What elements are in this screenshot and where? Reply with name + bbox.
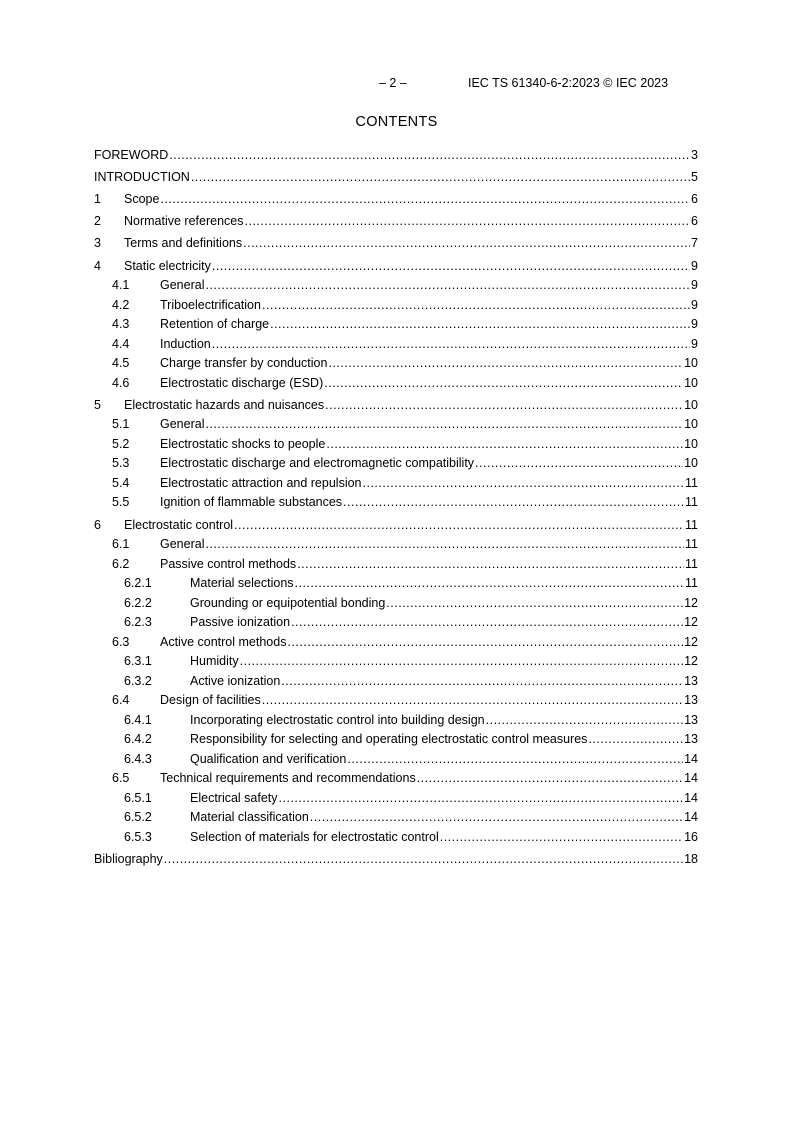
toc-entry[interactable]	[94, 354, 698, 374]
toc-entry[interactable]	[94, 396, 698, 416]
toc-entry-title: General	[160, 417, 205, 432]
toc-dot-leader	[328, 354, 683, 374]
toc-entry[interactable]	[94, 474, 698, 494]
toc-dot-leader	[262, 296, 690, 316]
toc-dot-leader	[324, 374, 683, 394]
toc-entry-title: Electrostatic hazards and nuisances	[124, 397, 325, 412]
toc-entry-page-number: 11	[685, 576, 698, 590]
toc-entry[interactable]	[94, 234, 698, 254]
toc-entry-page-number: 7	[691, 236, 698, 251]
toc-entry-number: 5.3	[112, 456, 130, 471]
toc-dot-leader	[326, 435, 683, 455]
toc-dot-leader	[475, 454, 683, 474]
toc-entry-number: 6.1	[112, 537, 130, 551]
toc-dot-leader	[205, 535, 684, 555]
toc-entry-page-number: 11	[685, 495, 698, 510]
toc-entry-page-number: 13	[684, 732, 698, 746]
toc-entry[interactable]	[94, 435, 698, 455]
toc-entry-number: 6.5.2	[124, 810, 152, 824]
toc-entry-number: 6.5.3	[124, 829, 152, 844]
toc-entry[interactable]	[94, 691, 698, 711]
toc-entry[interactable]	[94, 730, 698, 750]
toc-entry-title: Technical requirements and recommendations	[160, 771, 416, 785]
toc-entry[interactable]	[94, 613, 698, 633]
toc-dot-leader	[297, 555, 684, 575]
toc-entry-number: 6.4.2	[124, 732, 152, 746]
toc-entry[interactable]	[94, 652, 698, 672]
toc-dot-leader	[270, 315, 690, 335]
toc-entry-page-number: 18	[684, 851, 698, 866]
toc-entry-title: Passive control methods	[160, 556, 297, 571]
toc-dot-leader	[310, 808, 683, 828]
toc-dot-leader	[287, 633, 683, 653]
toc-entry-title: General	[160, 278, 205, 293]
toc-entry-title: Qualification and verification	[190, 751, 347, 766]
toc-entry-number: 5.1	[112, 417, 130, 432]
toc-entry-title: Electrostatic shocks to people	[160, 436, 326, 451]
toc-entry-title: Bibliography	[94, 851, 163, 866]
toc-entry[interactable]	[94, 850, 698, 870]
toc-entry-page-number: 10	[684, 356, 698, 371]
toc-dot-leader	[363, 474, 685, 494]
toc-dot-leader	[160, 190, 690, 210]
toc-dot-leader	[295, 574, 685, 594]
toc-entry-number: 6.2	[112, 556, 130, 571]
toc-entry[interactable]	[94, 168, 698, 188]
toc-dot-leader	[325, 396, 683, 416]
toc-dot-leader	[281, 672, 683, 692]
toc-entry-number: 6.2.1	[124, 576, 152, 590]
toc-entry-page-number: 3	[691, 147, 698, 162]
toc-entry-title: Electrostatic attraction and repulsion	[160, 475, 362, 490]
toc-entry-number: 6.3.2	[124, 673, 152, 688]
toc-entry-page-number: 10	[684, 417, 698, 432]
toc-dot-leader	[234, 516, 684, 536]
toc-entry[interactable]	[94, 493, 698, 513]
toc-entry-page-number: 12	[684, 634, 698, 649]
toc-entry-title: Material selections	[190, 576, 294, 590]
toc-entry[interactable]	[94, 808, 698, 828]
toc-entry-number: 4.3	[112, 317, 130, 332]
toc-dot-leader	[386, 594, 683, 614]
toc-dot-leader	[262, 691, 683, 711]
toc-entry-title: General	[160, 537, 205, 551]
toc-entry-page-number: 12	[684, 615, 698, 629]
toc-entry-title: Active control methods	[160, 634, 287, 649]
toc-entry-page-number: 11	[685, 537, 698, 551]
toc-entry-page-number: 9	[691, 336, 698, 351]
toc-entry-number: 3	[94, 236, 101, 251]
toc-entry-title: Active ionization	[190, 673, 281, 688]
toc-entry-number: 6.4.3	[124, 751, 152, 766]
toc-entry-number: 6.4	[112, 693, 130, 707]
toc-entry-page-number: 14	[684, 790, 698, 805]
toc-entry[interactable]	[94, 296, 698, 316]
toc-entry-page-number: 6	[691, 214, 698, 229]
toc-entry-page-number: 11	[685, 475, 698, 490]
toc-entry[interactable]	[94, 574, 698, 594]
toc-entry-page-number: 9	[691, 258, 698, 273]
toc-entry-title: Normative references	[124, 214, 244, 229]
document-id-header: IEC TS 61340-6-2:2023 © IEC 2023	[468, 76, 669, 90]
toc-entry-number: 4	[94, 258, 101, 273]
toc-dot-leader	[279, 789, 684, 809]
toc-entry-page-number: 11	[685, 556, 698, 571]
toc-entry-number: 6	[94, 517, 101, 532]
toc-entry-number: 4.1	[112, 278, 130, 293]
toc-entry-page-number: 12	[684, 654, 698, 668]
toc-entry[interactable]	[94, 146, 698, 166]
toc-entry[interactable]	[94, 711, 698, 731]
toc-entry-page-number: 9	[691, 317, 698, 332]
toc-entry-title: Design of facilities	[160, 693, 261, 707]
toc-entry-page-number: 16	[684, 829, 698, 844]
toc-entry-page-number: 14	[684, 771, 698, 785]
toc-entry-number: 6.2.3	[124, 615, 152, 629]
toc-entry-title: Ignition of flammable substances	[160, 495, 343, 510]
toc-entry-title: Material classification	[190, 810, 309, 824]
toc-entry-number: 6.5.1	[124, 790, 152, 805]
toc-entry-number: 6.3.1	[124, 654, 152, 668]
toc-entry-page-number: 9	[691, 278, 698, 293]
toc-entry-page-number: 10	[684, 436, 698, 451]
toc-entry-title: Grounding or equipotential bonding	[190, 595, 386, 610]
toc-entry[interactable]	[94, 633, 698, 653]
toc-entry-title: Scope	[124, 192, 160, 207]
toc-entry[interactable]	[94, 212, 698, 232]
toc-entry-page-number: 12	[684, 595, 698, 610]
toc-entry-title: Terms and definitions	[124, 236, 243, 251]
toc-entry-number: 6.3	[112, 634, 130, 649]
toc-entry-page-number: 10	[684, 397, 698, 412]
toc-entry-page-number: 13	[684, 673, 698, 688]
toc-entry-page-number: 14	[684, 810, 698, 824]
toc-entry[interactable]	[94, 750, 698, 770]
toc-dot-leader	[347, 750, 683, 770]
toc-dot-leader	[440, 828, 683, 848]
toc-dot-leader	[417, 769, 683, 789]
toc-entry-title: Electrostatic discharge and electromagnetic compatibility	[160, 456, 475, 471]
toc-dot-leader	[243, 234, 690, 254]
toc-entry[interactable]	[94, 454, 698, 474]
toc-entry-page-number: 13	[684, 712, 698, 727]
toc-dot-leader	[343, 493, 684, 513]
toc-entry-number: 4.2	[112, 297, 130, 312]
toc-entry[interactable]	[94, 555, 698, 575]
toc-entry[interactable]	[94, 594, 698, 614]
toc-entry-page-number: 11	[685, 517, 698, 532]
toc-entry-page-number: 9	[691, 297, 698, 312]
toc-entry[interactable]	[94, 315, 698, 335]
toc-dot-leader	[245, 212, 691, 232]
toc-entry-title: Electrostatic discharge (ESD)	[160, 375, 324, 390]
toc-entry-title: Responsibility for selecting and operating electrostatic control measures	[190, 732, 588, 746]
toc-entry-number: 1	[94, 192, 101, 207]
toc-dot-leader	[205, 415, 683, 435]
toc-entry-title: Electrical safety	[190, 790, 278, 805]
toc-entry[interactable]	[94, 276, 698, 296]
toc-entry-page-number: 6	[691, 192, 698, 207]
toc-dot-leader	[169, 146, 690, 166]
toc-entry-title: Electrostatic control	[124, 517, 234, 532]
toc-entry-title: Static electricity	[124, 258, 211, 273]
toc-entry-number: 6.4.1	[124, 712, 152, 727]
toc-dot-leader	[588, 730, 683, 750]
toc-dot-leader	[486, 711, 683, 731]
toc-entry-title: INTRODUCTION	[94, 169, 190, 184]
toc-entry[interactable]	[94, 672, 698, 692]
toc-dot-leader	[205, 276, 690, 296]
toc-entry-number: 6.5	[112, 771, 130, 785]
toc-entry[interactable]	[94, 415, 698, 435]
page-title: CONTENTS	[355, 114, 438, 130]
toc-entry-page-number: 14	[684, 751, 698, 766]
toc-entry-number: 4.4	[112, 336, 130, 351]
toc-entry[interactable]	[94, 789, 698, 809]
toc-entry-number: 4.6	[112, 375, 130, 390]
toc-dot-leader	[291, 613, 683, 633]
toc-dot-leader	[164, 850, 683, 870]
toc-entry-number: 2	[94, 214, 101, 229]
toc-entry-number: 6.2.2	[124, 595, 152, 610]
toc-entry[interactable]	[94, 516, 698, 536]
toc-entry-title: Induction	[160, 336, 211, 351]
toc-entry-number: 5	[94, 397, 101, 412]
toc-dot-leader	[191, 168, 690, 188]
toc-entry-title: Incorporating electrostatic control into building design	[190, 712, 485, 727]
toc-entry-title: Triboelectrification	[160, 297, 261, 312]
toc-entry-title: Charge transfer by conduction	[160, 356, 328, 371]
toc-entry-title: Humidity	[190, 654, 239, 668]
toc-entry-number: 5.5	[112, 495, 130, 510]
toc-entry-page-number: 13	[684, 693, 698, 707]
toc-entry-title: FOREWORD	[94, 147, 169, 162]
toc-entry-number: 4.5	[112, 356, 130, 371]
toc-entry[interactable]	[94, 535, 698, 555]
page-number-header: – 2 –	[379, 76, 407, 90]
toc-dot-leader	[212, 257, 690, 277]
toc-entry[interactable]	[94, 769, 698, 789]
toc-dot-leader	[240, 652, 683, 672]
toc-entry-number: 5.2	[112, 436, 130, 451]
toc-entry-title: Passive ionization	[190, 615, 291, 629]
toc-entry-title: Retention of charge	[160, 317, 270, 332]
toc-entry-page-number: 5	[691, 169, 698, 184]
toc-entry-title: Selection of materials for electrostatic control	[190, 829, 439, 844]
toc-entry-number: 5.4	[112, 475, 130, 490]
toc-entry[interactable]	[94, 257, 698, 277]
table-of-contents	[94, 143, 698, 869]
toc-entry[interactable]	[94, 374, 698, 394]
toc-entry[interactable]	[94, 190, 698, 210]
toc-dot-leader	[212, 335, 690, 355]
toc-entry[interactable]	[94, 828, 698, 848]
toc-entry-page-number: 10	[684, 375, 698, 390]
toc-entry-page-number: 10	[684, 456, 698, 471]
toc-entry[interactable]	[94, 335, 698, 355]
